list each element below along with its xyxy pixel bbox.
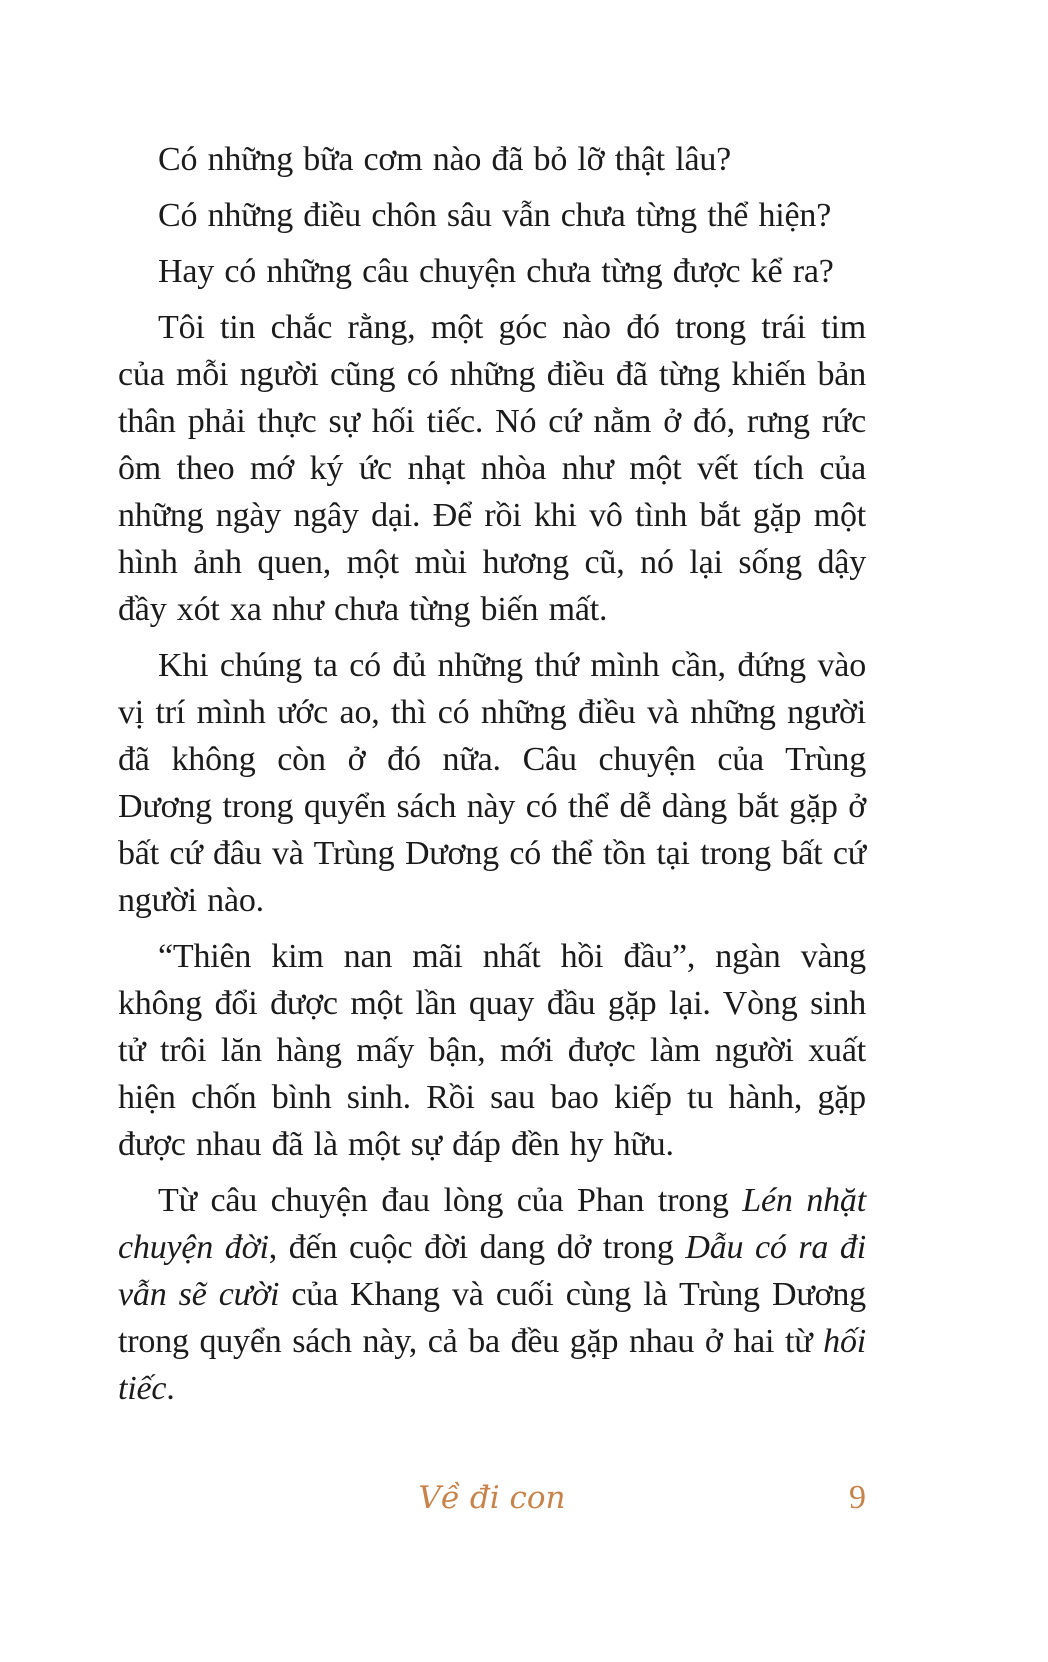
text-segment: “Thiên kim nan mãi nhất hồi đầu”, ngàn vàng không đổi được một lần quay đầu gặp lại. Vòng sinh tử trôi lăn hàng mấy bận, mới được làm người xuất hiện chốn bình sinh. Rồi sau bao kiếp tu hành, gặp được nhau đã là một sự đáp đền hy hữu. bbox=[118, 938, 866, 1163]
paragraph bbox=[118, 304, 866, 633]
paragraph bbox=[118, 192, 866, 239]
text-segment: , đến cuộc đời dang dở trong bbox=[268, 1229, 686, 1266]
paragraph bbox=[118, 248, 866, 295]
text-segment: Hay có những câu chuyện chưa từng được kể ra? bbox=[158, 253, 834, 290]
page-number: 9 bbox=[849, 1479, 866, 1516]
paragraph bbox=[118, 1177, 866, 1412]
text-segment: của Khang và cuối cùng là Trùng Dương trong quyển sách này, cả ba đều gặp nhau ở hai từ bbox=[118, 1276, 866, 1360]
page-footer bbox=[118, 1478, 866, 1522]
page-body bbox=[118, 136, 866, 1412]
text-segment: . bbox=[166, 1370, 175, 1407]
text-segment: Có những bữa cơm nào đã bỏ lỡ thật lâu? bbox=[158, 141, 732, 178]
paragraph bbox=[118, 933, 866, 1168]
text-segment: Có những điều chôn sâu vẫn chưa từng thể hiện? bbox=[158, 197, 832, 234]
text-segment: Khi chúng ta có đủ những thứ mình cần, đứng vào vị trí mình ước ao, thì có những điều và những người đã không còn ở đó nữa. Câu chuyện của Trùng Dương trong quyển sách này có thể dễ dàng bắt gặp ở bất cứ đâu và Trùng Dương có thể tồn tại trong bất cứ người nào. bbox=[118, 647, 866, 919]
text-segment: Tôi tin chắc rằng, một góc nào đó trong trái tim của mỗi người cũng có những điều đã từng khiến bản thân phải thực sự hối tiếc. Nó cứ nằm ở đó, rưng rức ôm theo mớ ký ức nhạt nhòa như một vết tích của những ngày ngây dại. Để rồi khi vô tình bắt gặp một hình ảnh quen, một mùi hương cũ, nó lại sống dậy đầy xót xa như chưa từng biến mất. bbox=[118, 309, 866, 628]
text-segment: Từ câu chuyện đau lòng của Phan trong bbox=[158, 1182, 743, 1219]
running-footer-book-title: Về đi con bbox=[418, 1480, 566, 1516]
book-title-italic: hối tiếc bbox=[118, 1323, 866, 1407]
book-title-italic: Dẫu có ra đi vẫn sẽ cười bbox=[118, 1229, 866, 1313]
paragraph bbox=[118, 136, 866, 183]
book-title-italic: Lén nhặt chuyện đời bbox=[118, 1182, 866, 1266]
paragraph bbox=[118, 642, 866, 924]
